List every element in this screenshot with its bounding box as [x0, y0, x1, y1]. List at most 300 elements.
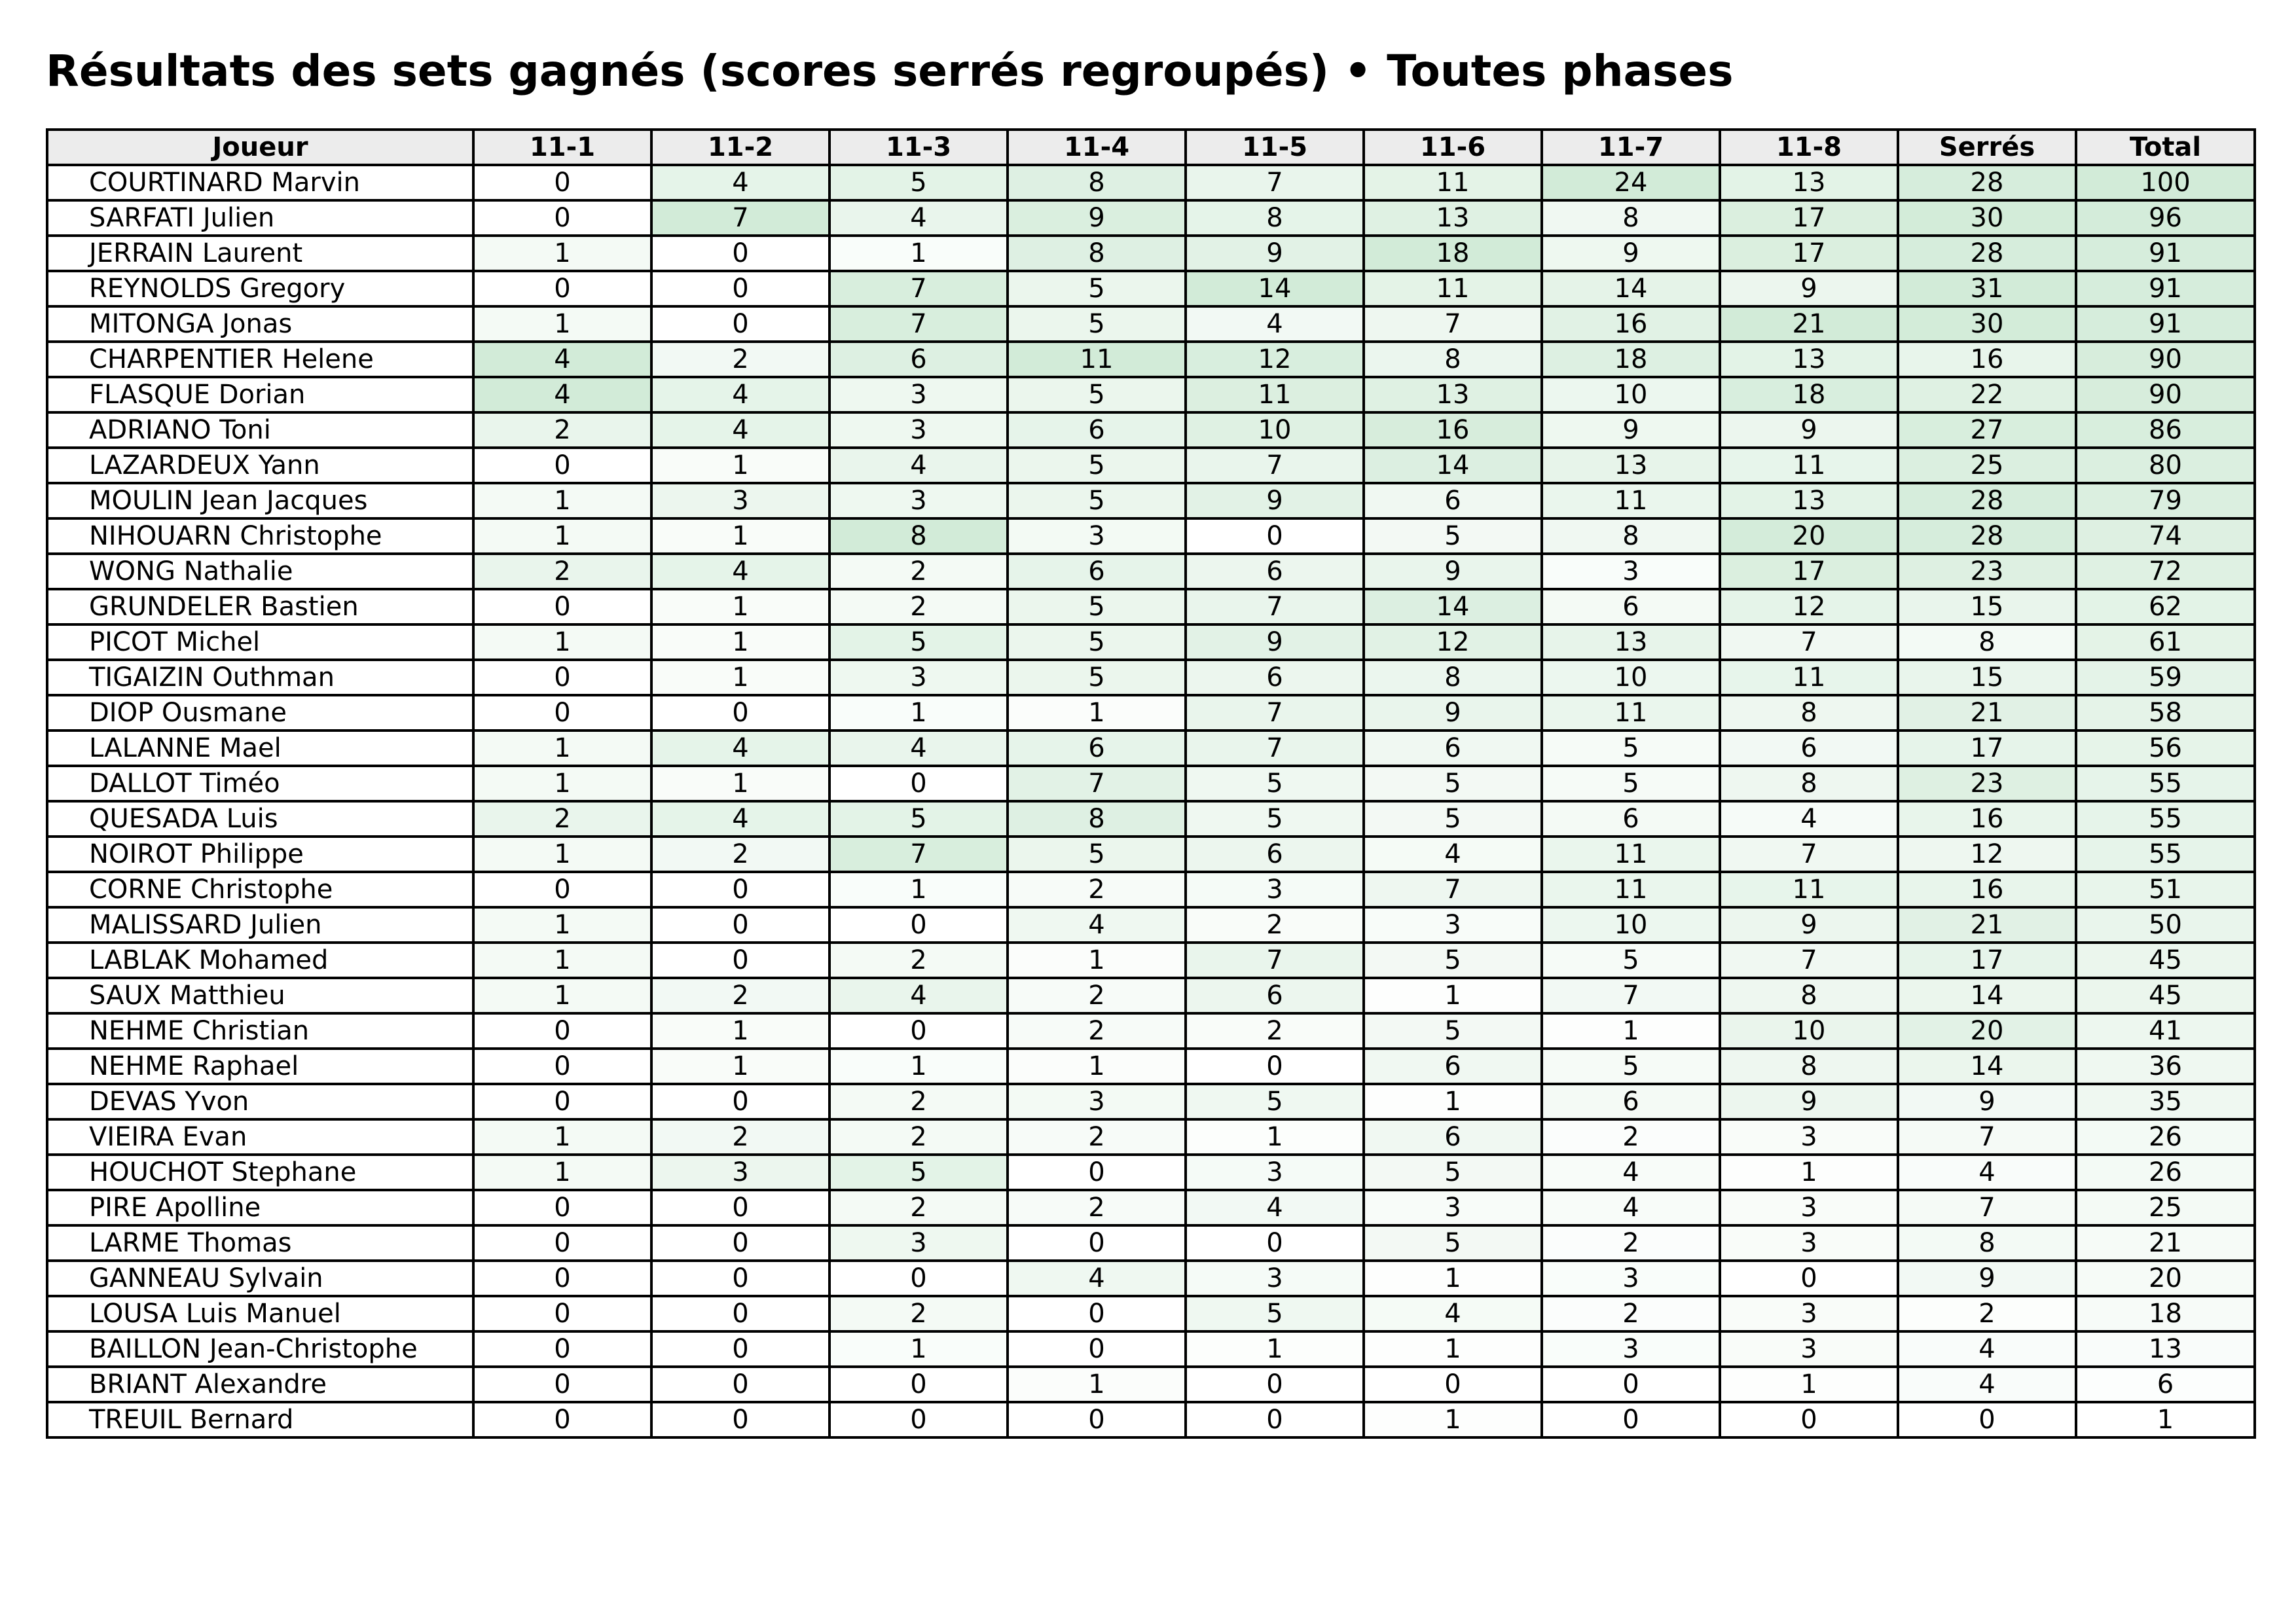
value-cell: 0 — [473, 1402, 651, 1437]
value-cell: 17 — [1720, 200, 1898, 236]
value-cell: 13 — [1720, 483, 1898, 518]
value-cell: 21 — [1898, 907, 2076, 943]
column-header-11-4: 11-4 — [1008, 130, 1186, 165]
value-cell: 1 — [829, 1331, 1008, 1367]
table-body — [47, 165, 2255, 1437]
value-cell: 15 — [1898, 589, 2076, 624]
column-header-11-6: 11-6 — [1364, 130, 1542, 165]
player-name-cell: GRUNDELER Bastien — [47, 589, 473, 624]
table-row — [47, 1084, 2255, 1119]
value-cell: 20 — [1898, 1013, 2076, 1049]
value-cell: 0 — [829, 907, 1008, 943]
value-cell: 8 — [1720, 978, 1898, 1013]
value-cell: 0 — [651, 872, 829, 907]
value-cell: 1 — [651, 448, 829, 483]
value-cell: 4 — [829, 731, 1008, 766]
value-cell: 10 — [1542, 660, 1720, 695]
value-cell: 6 — [1364, 483, 1542, 518]
value-cell: 1 — [1364, 1402, 1542, 1437]
value-cell: 28 — [1898, 518, 2076, 554]
value-cell: 13 — [1720, 342, 1898, 377]
value-cell: 2 — [651, 1119, 829, 1155]
player-name-cell: LALANNE Mael — [47, 731, 473, 766]
value-cell: 0 — [473, 1261, 651, 1296]
value-cell: 7 — [1186, 589, 1364, 624]
value-cell: 9 — [1186, 236, 1364, 271]
player-name-cell: CORNE Christophe — [47, 872, 473, 907]
value-cell: 6 — [1542, 589, 1720, 624]
value-cell: 16 — [1364, 412, 1542, 448]
value-cell: 3 — [829, 1225, 1008, 1261]
value-cell: 1 — [473, 1119, 651, 1155]
value-cell: 3 — [1542, 554, 1720, 589]
value-cell: 6 — [829, 342, 1008, 377]
value-cell: 0 — [473, 660, 651, 695]
value-cell: 41 — [2076, 1013, 2255, 1049]
value-cell: 1 — [1008, 943, 1186, 978]
value-cell: 2 — [473, 412, 651, 448]
header-row — [47, 130, 2255, 165]
value-cell: 0 — [1186, 1367, 1364, 1402]
value-cell: 90 — [2076, 342, 2255, 377]
value-cell: 10 — [1542, 907, 1720, 943]
player-name-cell: QUESADA Luis — [47, 801, 473, 837]
value-cell: 4 — [1898, 1331, 2076, 1367]
value-cell: 5 — [1008, 660, 1186, 695]
value-cell: 6 — [1186, 554, 1364, 589]
value-cell: 12 — [1898, 837, 2076, 872]
value-cell: 9 — [1364, 695, 1542, 731]
value-cell: 90 — [2076, 377, 2255, 412]
value-cell: 6 — [1186, 978, 1364, 1013]
value-cell: 58 — [2076, 695, 2255, 731]
value-cell: 1 — [1186, 1119, 1364, 1155]
table-row — [47, 1013, 2255, 1049]
value-cell: 72 — [2076, 554, 2255, 589]
value-cell: 8 — [1898, 624, 2076, 660]
value-cell: 1 — [1364, 978, 1542, 1013]
value-cell: 1 — [473, 306, 651, 342]
table-row — [47, 1331, 2255, 1367]
value-cell: 8 — [1542, 518, 1720, 554]
value-cell: 55 — [2076, 837, 2255, 872]
value-cell: 79 — [2076, 483, 2255, 518]
value-cell: 7 — [1186, 165, 1364, 200]
player-name-cell: TREUIL Bernard — [47, 1402, 473, 1437]
value-cell: 86 — [2076, 412, 2255, 448]
value-cell: 7 — [1186, 448, 1364, 483]
value-cell: 1 — [1364, 1084, 1542, 1119]
value-cell: 11 — [1720, 448, 1898, 483]
value-cell: 3 — [1542, 1261, 1720, 1296]
player-name-cell: DIOP Ousmane — [47, 695, 473, 731]
value-cell: 13 — [1720, 165, 1898, 200]
value-cell: 0 — [829, 766, 1008, 801]
value-cell: 4 — [1008, 907, 1186, 943]
player-name-cell: GANNEAU Sylvain — [47, 1261, 473, 1296]
value-cell: 100 — [2076, 165, 2255, 200]
value-cell: 7 — [1898, 1119, 2076, 1155]
value-cell: 1 — [1008, 1367, 1186, 1402]
value-cell: 0 — [1364, 1367, 1542, 1402]
value-cell: 96 — [2076, 200, 2255, 236]
player-name-cell: FLASQUE Dorian — [47, 377, 473, 412]
value-cell: 7 — [1364, 306, 1542, 342]
value-cell: 5 — [1008, 271, 1186, 306]
table-row — [47, 695, 2255, 731]
value-cell: 0 — [651, 1331, 829, 1367]
column-header-11-3: 11-3 — [829, 130, 1008, 165]
value-cell: 1 — [651, 660, 829, 695]
value-cell: 6 — [1364, 731, 1542, 766]
table-row — [47, 200, 2255, 236]
value-cell: 4 — [1898, 1367, 2076, 1402]
value-cell: 0 — [651, 236, 829, 271]
value-cell: 1 — [1542, 1013, 1720, 1049]
value-cell: 14 — [1186, 271, 1364, 306]
table-row — [47, 306, 2255, 342]
value-cell: 0 — [1186, 518, 1364, 554]
value-cell: 4 — [1898, 1155, 2076, 1190]
value-cell: 1 — [473, 837, 651, 872]
value-cell: 2 — [651, 837, 829, 872]
value-cell: 16 — [1898, 342, 2076, 377]
table-row — [47, 271, 2255, 306]
value-cell: 2 — [829, 1084, 1008, 1119]
value-cell: 6 — [2076, 1367, 2255, 1402]
value-cell: 2 — [473, 554, 651, 589]
player-name-cell: REYNOLDS Gregory — [47, 271, 473, 306]
value-cell: 0 — [651, 907, 829, 943]
value-cell: 35 — [2076, 1084, 2255, 1119]
value-cell: 26 — [2076, 1119, 2255, 1155]
value-cell: 6 — [1542, 1084, 1720, 1119]
player-name-cell: DALLOT Timéo — [47, 766, 473, 801]
value-cell: 5 — [1008, 306, 1186, 342]
value-cell: 7 — [1186, 695, 1364, 731]
player-name-cell: MITONGA Jonas — [47, 306, 473, 342]
value-cell: 3 — [1364, 907, 1542, 943]
value-cell: 0 — [1008, 1225, 1186, 1261]
value-cell: 11 — [1720, 660, 1898, 695]
value-cell: 31 — [1898, 271, 2076, 306]
value-cell: 91 — [2076, 306, 2255, 342]
value-cell: 21 — [1720, 306, 1898, 342]
column-header-11-1: 11-1 — [473, 130, 651, 165]
value-cell: 2 — [1008, 1190, 1186, 1225]
player-name-cell: ADRIANO Toni — [47, 412, 473, 448]
value-cell: 30 — [1898, 306, 2076, 342]
value-cell: 4 — [1186, 306, 1364, 342]
value-cell: 7 — [1008, 766, 1186, 801]
value-cell: 9 — [1186, 624, 1364, 660]
value-cell: 0 — [1008, 1296, 1186, 1331]
value-cell: 2 — [1186, 907, 1364, 943]
value-cell: 11 — [1720, 872, 1898, 907]
value-cell: 5 — [1364, 1155, 1542, 1190]
value-cell: 1 — [473, 731, 651, 766]
value-cell: 5 — [1542, 1049, 1720, 1084]
value-cell: 5 — [1008, 589, 1186, 624]
value-cell: 0 — [473, 200, 651, 236]
value-cell: 0 — [651, 1225, 829, 1261]
value-cell: 26 — [2076, 1155, 2255, 1190]
value-cell: 7 — [1542, 978, 1720, 1013]
table-row — [47, 518, 2255, 554]
value-cell: 61 — [2076, 624, 2255, 660]
value-cell: 5 — [829, 801, 1008, 837]
value-cell: 3 — [1186, 872, 1364, 907]
value-cell: 7 — [1898, 1190, 2076, 1225]
value-cell: 4 — [473, 377, 651, 412]
value-cell: 4 — [829, 978, 1008, 1013]
value-cell: 4 — [473, 342, 651, 377]
value-cell: 4 — [651, 731, 829, 766]
table-row — [47, 1367, 2255, 1402]
player-name-cell: MOULIN Jean Jacques — [47, 483, 473, 518]
value-cell: 3 — [1186, 1261, 1364, 1296]
table-row — [47, 731, 2255, 766]
player-name-cell: DEVAS Yvon — [47, 1084, 473, 1119]
value-cell: 2 — [1008, 978, 1186, 1013]
value-cell: 21 — [1898, 695, 2076, 731]
value-cell: 9 — [1542, 236, 1720, 271]
value-cell: 25 — [1898, 448, 2076, 483]
value-cell: 2 — [1542, 1225, 1720, 1261]
value-cell: 6 — [1008, 731, 1186, 766]
value-cell: 0 — [829, 1402, 1008, 1437]
value-cell: 3 — [1720, 1296, 1898, 1331]
value-cell: 0 — [651, 1296, 829, 1331]
value-cell: 14 — [1542, 271, 1720, 306]
player-name-cell: SAUX Matthieu — [47, 978, 473, 1013]
value-cell: 12 — [1186, 342, 1364, 377]
value-cell: 0 — [473, 1013, 651, 1049]
value-cell: 5 — [1364, 801, 1542, 837]
value-cell: 6 — [1008, 554, 1186, 589]
value-cell: 1 — [473, 978, 651, 1013]
results-table — [46, 128, 2256, 1439]
value-cell: 0 — [651, 695, 829, 731]
value-cell: 0 — [1186, 1049, 1364, 1084]
table-row — [47, 1119, 2255, 1155]
value-cell: 13 — [1364, 200, 1542, 236]
value-cell: 7 — [829, 306, 1008, 342]
value-cell: 2 — [1898, 1296, 2076, 1331]
value-cell: 13 — [1364, 377, 1542, 412]
value-cell: 1 — [829, 695, 1008, 731]
value-cell: 10 — [1720, 1013, 1898, 1049]
table-row — [47, 165, 2255, 200]
table-row — [47, 837, 2255, 872]
value-cell: 2 — [1542, 1119, 1720, 1155]
value-cell: 3 — [651, 1155, 829, 1190]
value-cell: 20 — [1720, 518, 1898, 554]
value-cell: 1 — [1720, 1367, 1898, 1402]
value-cell: 7 — [1186, 943, 1364, 978]
value-cell: 0 — [473, 1367, 651, 1402]
value-cell: 11 — [1186, 377, 1364, 412]
value-cell: 2 — [1008, 1013, 1186, 1049]
column-header-11-2: 11-2 — [651, 130, 829, 165]
value-cell: 1 — [473, 518, 651, 554]
value-cell: 17 — [1720, 554, 1898, 589]
value-cell: 1 — [1186, 1331, 1364, 1367]
column-header-11-8: 11-8 — [1720, 130, 1898, 165]
value-cell: 0 — [1720, 1261, 1898, 1296]
value-cell: 3 — [829, 660, 1008, 695]
value-cell: 7 — [1720, 943, 1898, 978]
value-cell: 74 — [2076, 518, 2255, 554]
value-cell: 6 — [1008, 412, 1186, 448]
value-cell: 6 — [1364, 1049, 1542, 1084]
value-cell: 22 — [1898, 377, 2076, 412]
value-cell: 56 — [2076, 731, 2255, 766]
value-cell: 4 — [1542, 1190, 1720, 1225]
value-cell: 5 — [1542, 766, 1720, 801]
value-cell: 4 — [829, 448, 1008, 483]
value-cell: 2 — [1542, 1296, 1720, 1331]
value-cell: 62 — [2076, 589, 2255, 624]
player-name-cell: NEHME Raphael — [47, 1049, 473, 1084]
player-name-cell: NOIROT Philippe — [47, 837, 473, 872]
table-row — [47, 236, 2255, 271]
value-cell: 5 — [829, 1155, 1008, 1190]
value-cell: 4 — [1542, 1155, 1720, 1190]
value-cell: 2 — [651, 342, 829, 377]
value-cell: 55 — [2076, 801, 2255, 837]
value-cell: 0 — [473, 1331, 651, 1367]
value-cell: 11 — [1542, 695, 1720, 731]
value-cell: 2 — [829, 943, 1008, 978]
value-cell: 5 — [829, 624, 1008, 660]
value-cell: 18 — [1542, 342, 1720, 377]
value-cell: 55 — [2076, 766, 2255, 801]
value-cell: 8 — [829, 518, 1008, 554]
value-cell: 0 — [651, 1402, 829, 1437]
value-cell: 11 — [1542, 483, 1720, 518]
value-cell: 45 — [2076, 943, 2255, 978]
player-name-cell: WONG Nathalie — [47, 554, 473, 589]
value-cell: 14 — [1898, 978, 2076, 1013]
value-cell: 5 — [1186, 801, 1364, 837]
value-cell: 23 — [1898, 766, 2076, 801]
value-cell: 51 — [2076, 872, 2255, 907]
value-cell: 1 — [473, 624, 651, 660]
value-cell: 11 — [1542, 872, 1720, 907]
value-cell: 3 — [1008, 1084, 1186, 1119]
value-cell: 4 — [651, 377, 829, 412]
value-cell: 9 — [1364, 554, 1542, 589]
value-cell: 8 — [1898, 1225, 2076, 1261]
player-name-cell: VIEIRA Evan — [47, 1119, 473, 1155]
value-cell: 23 — [1898, 554, 2076, 589]
value-cell: 17 — [1898, 731, 2076, 766]
value-cell: 5 — [1542, 731, 1720, 766]
value-cell: 9 — [1008, 200, 1186, 236]
value-cell: 9 — [1720, 271, 1898, 306]
player-name-cell: LAZARDEUX Yann — [47, 448, 473, 483]
table-row — [47, 801, 2255, 837]
value-cell: 4 — [829, 200, 1008, 236]
value-cell: 4 — [1720, 801, 1898, 837]
value-cell: 28 — [1898, 165, 2076, 200]
value-cell: 11 — [1008, 342, 1186, 377]
value-cell: 3 — [1720, 1119, 1898, 1155]
value-cell: 0 — [473, 589, 651, 624]
value-cell: 8 — [1364, 342, 1542, 377]
value-cell: 1 — [473, 943, 651, 978]
player-name-cell: HOUCHOT Stephane — [47, 1155, 473, 1190]
table-row — [47, 1155, 2255, 1190]
value-cell: 0 — [1898, 1402, 2076, 1437]
value-cell: 8 — [1008, 236, 1186, 271]
value-cell: 1 — [651, 624, 829, 660]
value-cell: 0 — [651, 1261, 829, 1296]
value-cell: 8 — [1008, 801, 1186, 837]
value-cell: 5 — [1008, 837, 1186, 872]
value-cell: 0 — [473, 1225, 651, 1261]
value-cell: 1 — [829, 872, 1008, 907]
value-cell: 9 — [1720, 1084, 1898, 1119]
value-cell: 59 — [2076, 660, 2255, 695]
value-cell: 28 — [1898, 236, 2076, 271]
value-cell: 5 — [1364, 1225, 1542, 1261]
table-row — [47, 377, 2255, 412]
value-cell: 1 — [651, 1013, 829, 1049]
value-cell: 1 — [651, 1049, 829, 1084]
value-cell: 12 — [1720, 589, 1898, 624]
value-cell: 3 — [1720, 1190, 1898, 1225]
value-cell: 2 — [829, 1190, 1008, 1225]
player-name-cell: PICOT Michel — [47, 624, 473, 660]
player-name-cell: SARFATI Julien — [47, 200, 473, 236]
value-cell: 0 — [473, 1296, 651, 1331]
value-cell: 36 — [2076, 1049, 2255, 1084]
value-cell: 5 — [829, 165, 1008, 200]
value-cell: 4 — [1364, 837, 1542, 872]
value-cell: 17 — [1720, 236, 1898, 271]
value-cell: 3 — [829, 483, 1008, 518]
value-cell: 1 — [473, 907, 651, 943]
value-cell: 14 — [1898, 1049, 2076, 1084]
player-name-cell: CHARPENTIER Helene — [47, 342, 473, 377]
value-cell: 20 — [2076, 1261, 2255, 1296]
value-cell: 9 — [1898, 1261, 2076, 1296]
table-row — [47, 1296, 2255, 1331]
value-cell: 27 — [1898, 412, 2076, 448]
value-cell: 14 — [1364, 589, 1542, 624]
value-cell: 1 — [473, 483, 651, 518]
value-cell: 7 — [651, 200, 829, 236]
value-cell: 3 — [1542, 1331, 1720, 1367]
value-cell: 1 — [1008, 1049, 1186, 1084]
value-cell: 0 — [1720, 1402, 1898, 1437]
value-cell: 12 — [1364, 624, 1542, 660]
value-cell: 4 — [651, 801, 829, 837]
value-cell: 8 — [1364, 660, 1542, 695]
table-row — [47, 978, 2255, 1013]
table-row — [47, 624, 2255, 660]
player-name-cell: PIRE Apolline — [47, 1190, 473, 1225]
value-cell: 0 — [651, 1084, 829, 1119]
value-cell: 0 — [1008, 1155, 1186, 1190]
page-title: Résultats des sets gagnés (scores serrés regroupés) • Toutes phases — [46, 46, 1734, 96]
value-cell: 0 — [651, 271, 829, 306]
player-name-cell: LOUSA Luis Manuel — [47, 1296, 473, 1331]
value-cell: 9 — [1898, 1084, 2076, 1119]
value-cell: 91 — [2076, 271, 2255, 306]
